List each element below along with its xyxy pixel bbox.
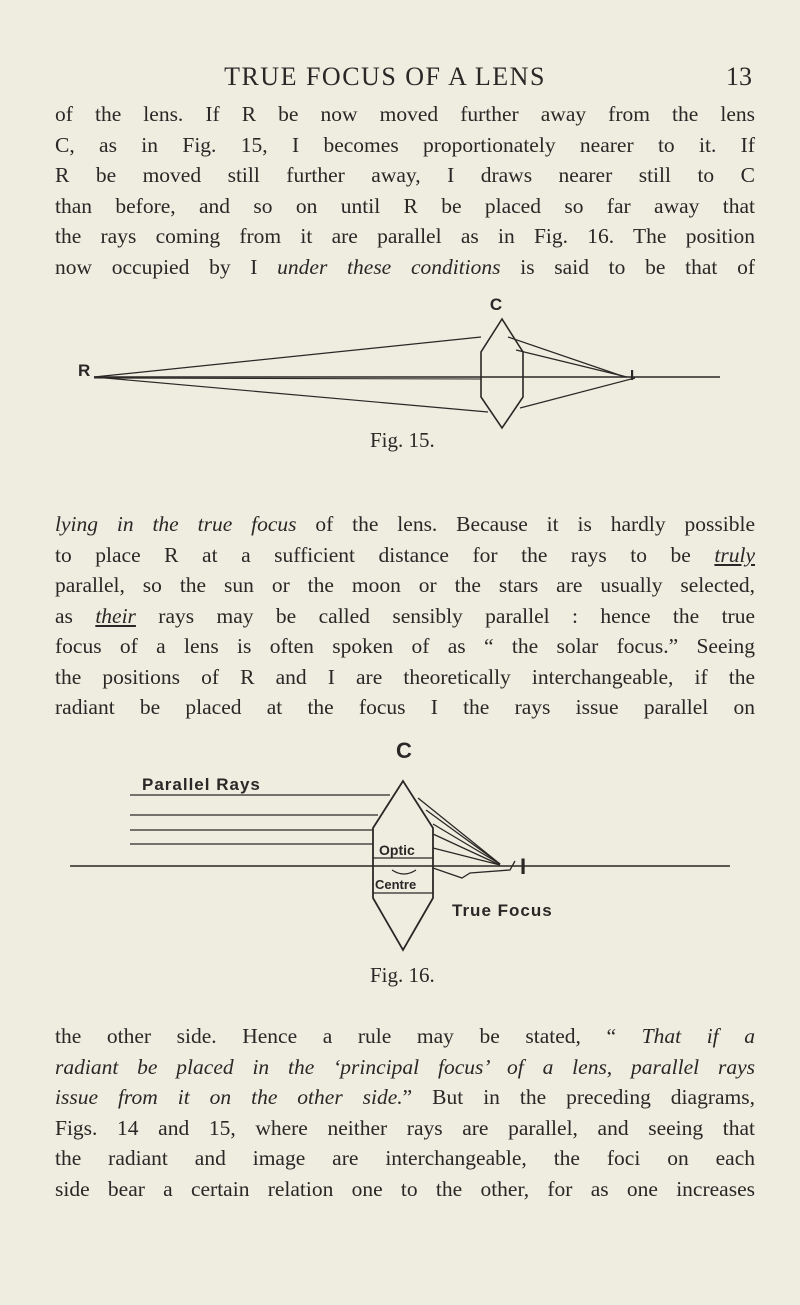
figure-16-caption: Fig. 16. xyxy=(370,963,435,987)
italic-text: under these conditions xyxy=(277,254,501,279)
fig15-label-i: I xyxy=(630,367,635,384)
paragraph-2 xyxy=(55,509,755,723)
text-span: rays may be called sensibly parallel : hence the true xyxy=(135,603,755,628)
text-line: the radiant and image are interchangeable, the foci on each xyxy=(55,1146,755,1170)
fig15-label-c: C xyxy=(489,295,503,314)
fig15-ray xyxy=(94,377,488,412)
fig15-ray xyxy=(520,378,635,408)
text-span: is said to be that of xyxy=(500,254,755,279)
text-line: R be moved still further away, I draws nearer still to C xyxy=(55,163,755,187)
page-number: 13 xyxy=(726,62,752,91)
fig16-label-i: I xyxy=(520,854,527,879)
fig16-focus-bracket xyxy=(433,861,515,878)
text-span: now occupied by I xyxy=(55,254,278,279)
italic-text: issue from it on the other side. xyxy=(55,1085,403,1109)
text-span: ” But in the preceding diagrams, xyxy=(402,1085,755,1109)
text-line: side bear a certain relation one to the other, for as one increases xyxy=(55,1176,755,1201)
fig15-ray xyxy=(94,378,481,379)
text-line xyxy=(55,1021,755,1052)
fig16-label-true-focus: True Focus xyxy=(452,901,553,920)
text-line: Figs. 14 and 15, where neither rays are parallel, and seeing that xyxy=(55,1115,755,1140)
fig16-label-parallel-rays: Parallel Rays xyxy=(142,775,261,794)
text-line xyxy=(55,509,755,540)
text-line: C, as in Fig. 15, I becomes proportionately nearer to it. If xyxy=(55,132,755,157)
text-line xyxy=(55,252,755,283)
fig15-ray xyxy=(94,337,481,377)
fig16-label-optic: Optic xyxy=(379,842,415,858)
text-line: the positions of R and I are theoretically interchangeable, if the xyxy=(55,664,755,689)
text-line: of the lens. If R be now moved further away from the lens xyxy=(55,102,755,126)
paragraph-1 xyxy=(55,99,755,282)
paragraph-3 xyxy=(55,1021,755,1204)
fig16-centre-arc xyxy=(392,870,416,874)
italic-underlined-text: their xyxy=(95,603,136,628)
fig15-ray xyxy=(508,337,625,377)
text-span: of the lens. Because it is hardly possible xyxy=(296,512,755,536)
fig16-label-c: C xyxy=(396,738,412,763)
text-line: than before, and so on until R be placed so far away that xyxy=(55,193,755,218)
figure-15-caption: Fig. 15. xyxy=(370,428,435,452)
figure-16-diagram xyxy=(70,728,730,953)
text-line: focus of a lens is often spoken of as “ the solar focus.” Seeing xyxy=(55,634,755,658)
text-span: as xyxy=(55,603,96,628)
text-line: the rays coming from it are parallel as in Fig. 16. The position xyxy=(55,224,755,248)
running-header: TRUE FOCUS OF A LENS xyxy=(224,62,546,91)
text-line: parallel, so the sun or the moon or the stars are usually selected, xyxy=(55,573,755,597)
fig15-label-r: R xyxy=(78,361,91,380)
text-line xyxy=(55,1082,755,1113)
figure-15-diagram xyxy=(80,290,720,425)
fig16-converging-ray xyxy=(433,834,500,865)
text-line xyxy=(55,540,755,571)
text-line: radiant be placed at the focus I the rays issue parallel on xyxy=(55,695,755,719)
fig16-converging-ray xyxy=(433,824,500,864)
italic-text: radiant be placed in the ‘principal focus’ of a lens, parallel rays xyxy=(55,1054,755,1079)
italic-text: That if a xyxy=(641,1024,755,1048)
text-line xyxy=(55,1052,755,1083)
italic-underlined-text: truly xyxy=(714,542,755,567)
text-line xyxy=(55,601,755,632)
text-span: to place R at a sufficient distance for the rays to be xyxy=(55,542,715,567)
italic-text: lying in the true focus xyxy=(55,512,297,536)
text-span: the other side. Hence a rule may be stated, “ xyxy=(55,1024,642,1048)
fig16-label-centre: Centre xyxy=(375,877,417,892)
fig15-ray xyxy=(516,350,627,377)
